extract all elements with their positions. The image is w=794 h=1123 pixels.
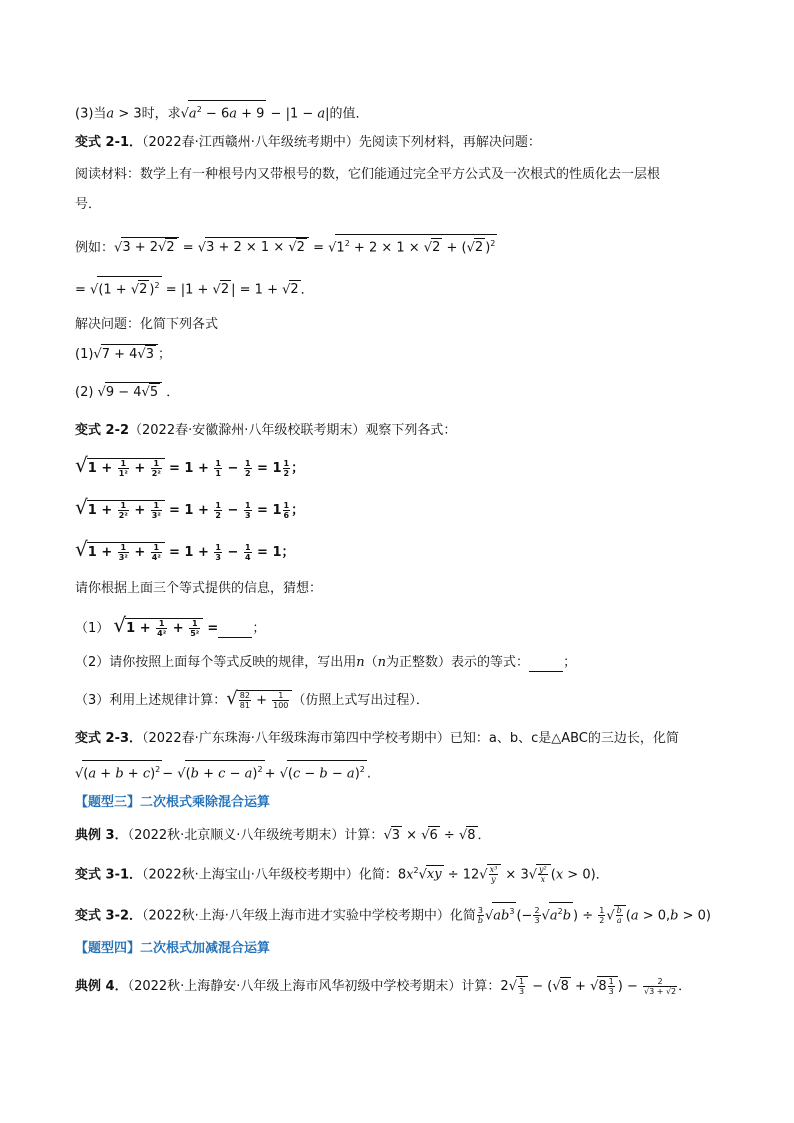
variant-label: 变式 3-2． (75, 908, 143, 924)
example-4-line: 典例 4．（2022秋·上海静安·八年级上海市风华初级中学校考期末）计算：2√ $\frac{1}{3}$ − (√8 + √8 $\frac{1}{3}$ ) − $\frac{2}{√3 + √2}$ ． (75, 977, 692, 996)
variant-label: 变式 2-3． (75, 731, 143, 746)
guess-question-2: （2）请你按照上面每个等式反映的规律，写出用n（n为正整数）表示的等式： ； (75, 655, 577, 670)
solve-heading: 解决问题：化简下列各式 (75, 317, 219, 332)
reading-material-line-2: 号． (75, 197, 102, 212)
variant-3-1-line: 变式 3-1．（2022秋·上海宝山·八年级校考期中）化简：$8x^2√xy \div 12√$ $\frac{\text{x³}}{y}$ × 3√ $\frac{\text{y²}}{x}$ (x > 0)． (75, 865, 609, 885)
guess-question-3: （3）利用上述规律计算：√ $\frac{82}{81}$ + $\frac{1}{100}$ （仿照上式写出过程）． (75, 688, 429, 710)
answer-blank-2[interactable] (529, 659, 563, 672)
observation-line-3: √1 + $\frac{1}{\text{3²}}$ + $\frac{1}{\text{4²}}$ = 1 + $\frac{1}{3}$ − $\frac{1}{4}$ = 1； (75, 537, 295, 562)
variant-2-3-heading (75, 730, 734, 748)
variant-label: 变式 2-2 (75, 423, 130, 438)
section-heading-type-4: 【题型四】二次根式加减混合运算 (75, 941, 271, 956)
example-line-2: = √(1 + √2 )$^2$ = |1 + √2 | = 1 + √2 ． (75, 276, 734, 299)
variant-2-1-heading (75, 134, 734, 152)
variant-2-2-heading (75, 422, 734, 440)
guess-question-1: （1） √1 + $\frac{1}{\text{4²}}$ + $\frac{1}{\text{5²}}$ = ； (75, 613, 266, 638)
subproblem-1: (1)√7 + 4√3 ； (75, 344, 734, 364)
example-3-line: 典例 3．（2022秋·北京顺义·八年级统考期末）计算：√3 × √6 ÷ √8 ． (75, 828, 491, 843)
variant-3-2-line: 变式 3-2．（2022秋·上海·八年级上海市进才实验中学校考期中）化简 $\frac{3}{b}$ $√ab^3$ (− $\frac{2}{3}$ $√a^2b$ ) ÷ $\frac{1}{2}$ √ $\frac{b}{a}$ (a > 0,b > 0) (75, 902, 734, 925)
answer-blank[interactable] (218, 625, 252, 638)
variant-source: （2022春·江西赣州·八年级统考期中）先阅读下列材料，再解决问题： (142, 135, 541, 150)
guess-instruction: 请你根据上面三个等式提供的信息，猜想： (75, 581, 323, 596)
problem-3-line: (3)当a > 3时，求$√a^2 - 6a + 9 - |1 - a|$的值． (75, 100, 734, 123)
section-heading-type-3: 【题型三】二次根式乘除混合运算 (75, 795, 271, 810)
example-line-1: 例如：$√3 + 2√2 = √3 + 2 \times 1 \times √2 = √1^2 + 2 \times 1 \times √2 + (√2$ )$^2$ (75, 234, 734, 257)
reading-material-line: 阅读材料：数学上有一种根号内又带根号的数，它们能通过完全平方公式及一次根式的性质化去一层根 (75, 167, 661, 182)
variant-source: （2022春·广东珠海·八年级珠海市第四中学校考期中）已知：a、b、c是△ABC的三边长，化简 (142, 731, 679, 746)
variant-2-3-expression: $√(a + b + c)^2 - √(b + c - a)^2 + √(c - b - a)^2$ . (75, 760, 734, 783)
example-label: 典例 3． (75, 828, 128, 843)
observation-line-2: √1 + $\frac{1}{\text{2²}}$ + $\frac{1}{\text{3²}}$ = 1 + $\frac{1}{2}$ − $\frac{1}{3}$ = 1 $\frac{1}{6}$ ； (75, 495, 305, 520)
subproblem-2: (2) √9 − 4√5 ． (75, 382, 734, 402)
variant-label: 变式 2-1． (75, 135, 143, 150)
example-label: 典例 4． (75, 979, 128, 994)
variant-label: 变式 3-1． (75, 867, 143, 883)
observation-line-1: √1 + $\frac{1}{\text{1²}}$ + $\frac{1}{\text{2²}}$ = 1 + $\frac{1}{1}$ − $\frac{1}{2}$ = 1 $\frac{1}{2}$ ； (75, 453, 305, 478)
variant-source: （2022春·安徽滁州·八年级校联考期末）观察下列各式： (129, 423, 457, 438)
